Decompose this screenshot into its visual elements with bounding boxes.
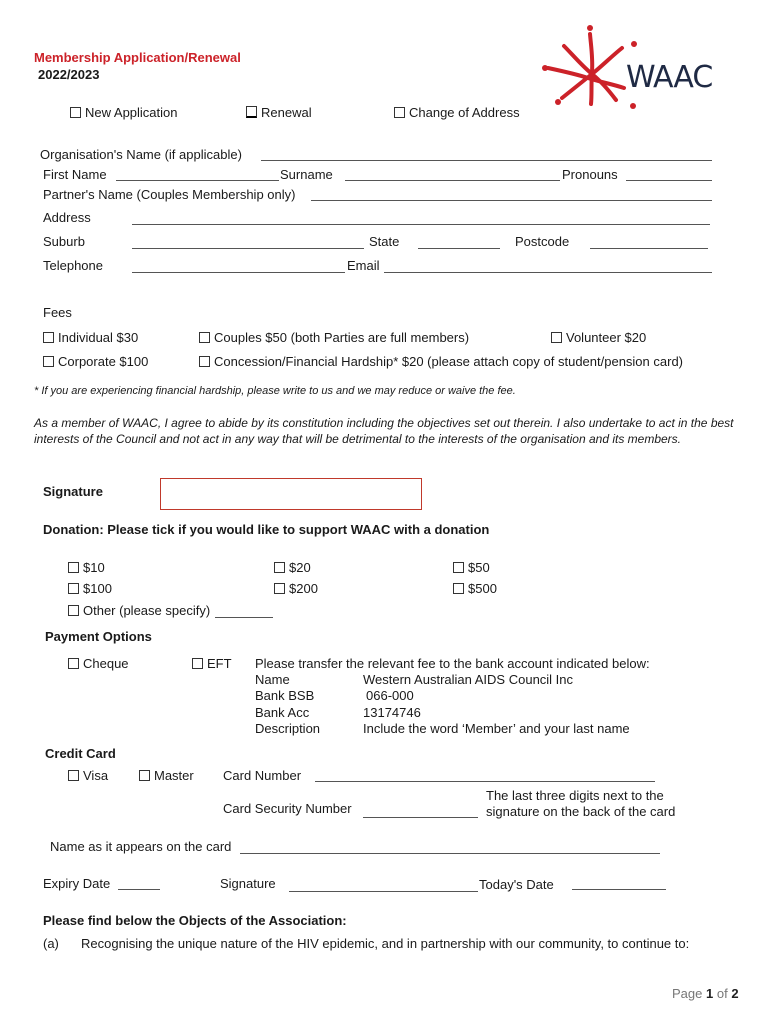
signature-box[interactable] [160,478,422,510]
card-signature-label: Signature [220,876,276,891]
org-name-field[interactable] [261,160,712,161]
fee-couples-option[interactable]: Couples $50 (both Parties are full members) [199,330,469,345]
bank-desc-label: Description [255,721,321,736]
bank-name-label: Name [255,672,290,687]
payment-cheque-option[interactable]: Cheque [68,656,129,671]
surname-field[interactable] [345,180,560,181]
postcode-label: Postcode [515,234,570,249]
donation-20-option[interactable]: $20 [274,560,311,575]
payment-eft-option[interactable]: EFT [192,656,232,671]
address-field[interactable] [132,224,710,225]
name-on-card-field[interactable] [240,853,660,854]
fee-concession-option[interactable]: Concession/Financial Hardship* $20 (please attach copy of student/pension card) [199,354,683,369]
checkbox-icon[interactable] [453,562,464,573]
partner-name-label: Partner's Name (Couples Membership only) [43,187,296,202]
checkbox-icon[interactable] [199,356,210,367]
objects-item-a-text: Recognising the unique nature of the HIV epidemic, and in partnership with our community, to continue to: [81,936,690,951]
telephone-label: Telephone [43,258,103,273]
checkbox-icon[interactable] [139,770,150,781]
fee-individual-option[interactable]: Individual $30 [43,330,138,345]
checkbox-icon[interactable] [68,583,79,594]
postcode-field[interactable] [590,248,708,249]
checkbox-icon[interactable] [551,332,562,343]
security-number-field[interactable] [363,817,478,818]
donation-500-option[interactable]: $500 [453,581,497,596]
fee-corporate-option[interactable]: Corporate $100 [43,354,148,369]
checkbox-icon[interactable] [70,107,81,118]
donation-heading: Donation: Please tick if you would like to support WAAC with a donation [43,522,490,537]
bank-bsb-label: Bank BSB [255,688,315,703]
address-label: Address [43,210,91,225]
donation-100-option[interactable]: $100 [68,581,112,596]
donation-200-option[interactable]: $200 [274,581,318,596]
checkbox-icon[interactable] [68,562,79,573]
checkbox-icon[interactable] [68,658,79,669]
card-number-label: Card Number [223,768,302,783]
todays-date-field[interactable] [572,889,666,890]
state-field[interactable] [418,248,500,249]
first-name-label: First Name [43,167,107,182]
suburb-label: Suburb [43,234,85,249]
payment-heading: Payment Options [45,629,152,644]
state-label: State [369,234,400,249]
checkbox-icon[interactable] [274,583,285,594]
hardship-note: * If you are experiencing financial hardship, please write to us and we may reduce or waive the fee. [34,385,516,397]
suburb-field[interactable] [132,248,364,249]
objects-item-a-label: (a) [43,936,59,951]
logo-text: WAAC [626,60,713,95]
security-number-label: Card Security Number [223,801,352,816]
credit-card-heading: Credit Card [45,746,116,761]
checkbox-icon[interactable] [199,332,210,343]
bank-acc-value: 13174746 [363,705,421,720]
pronouns-label: Pronouns [562,167,618,182]
security-note-line2: signature on the back of the card [486,804,676,819]
signature-label: Signature [43,484,103,499]
email-field[interactable] [384,272,712,273]
first-name-field[interactable] [116,180,279,181]
partner-name-field[interactable] [311,200,712,201]
card-visa-option[interactable]: Visa [68,768,108,783]
bank-bsb-value: 066-000 [366,688,414,703]
org-name-label: Organisation's Name (if applicable) [40,147,242,162]
name-on-card-label: Name as it appears on the card [50,839,232,854]
todays-date-label: Today's Date [479,877,554,892]
checkbox-icon[interactable] [43,332,54,343]
card-number-field[interactable] [315,781,655,782]
waac-logo [536,22,716,114]
checkbox-icon[interactable] [274,562,285,573]
fees-heading: Fees [43,305,72,320]
form-title: Membership Application/Renewal [34,50,241,65]
surname-label: Surname [280,167,333,182]
checkbox-icon[interactable] [68,770,79,781]
renewal-option[interactable]: Renewal [246,105,312,120]
new-application-option[interactable]: New Application [70,105,178,120]
donation-other-option[interactable]: Other (please specify) [68,603,210,618]
bank-acc-label: Bank Acc [255,705,310,720]
change-address-option[interactable]: Change of Address [394,105,520,120]
agreement-text: As a member of WAAC, I agree to abide by its constitution including the objectives set out therein. I also undertake to act in the best interests of the Council and not act in any way that will be detrimental to the interests of the organisation and its members. [34,416,734,446]
donation-other-field[interactable] [215,617,273,618]
checkbox-icon[interactable] [68,605,79,616]
checkbox-icon[interactable] [453,583,464,594]
expiry-label: Expiry Date [43,876,111,891]
donation-50-option[interactable]: $50 [453,560,490,575]
checkbox-icon[interactable] [394,107,405,118]
pronouns-field[interactable] [626,180,712,181]
checkbox-icon[interactable] [43,356,54,367]
email-label: Email [347,258,380,273]
form-year: 2022/2023 [38,67,100,82]
expiry-field[interactable] [118,889,160,890]
objects-heading: Please find below the Objects of the Association: [43,913,347,928]
card-master-option[interactable]: Master [139,768,194,783]
donation-10-option[interactable]: $10 [68,560,105,575]
bank-name-value: Western Australian AIDS Council Inc [363,672,574,687]
checkbox-icon[interactable] [192,658,203,669]
checkbox-icon[interactable] [246,106,257,118]
eft-instruction: Please transfer the relevant fee to the bank account indicated below: [255,656,650,671]
telephone-field[interactable] [132,272,345,273]
bank-desc-value: Include the word ‘Member’ and your last name [363,721,630,736]
fee-volunteer-option[interactable]: Volunteer $20 [551,330,646,345]
card-signature-field[interactable] [289,891,478,892]
page-number: Page 1 of 2 [672,986,739,1001]
security-note-line1: The last three digits next to the [486,788,664,803]
